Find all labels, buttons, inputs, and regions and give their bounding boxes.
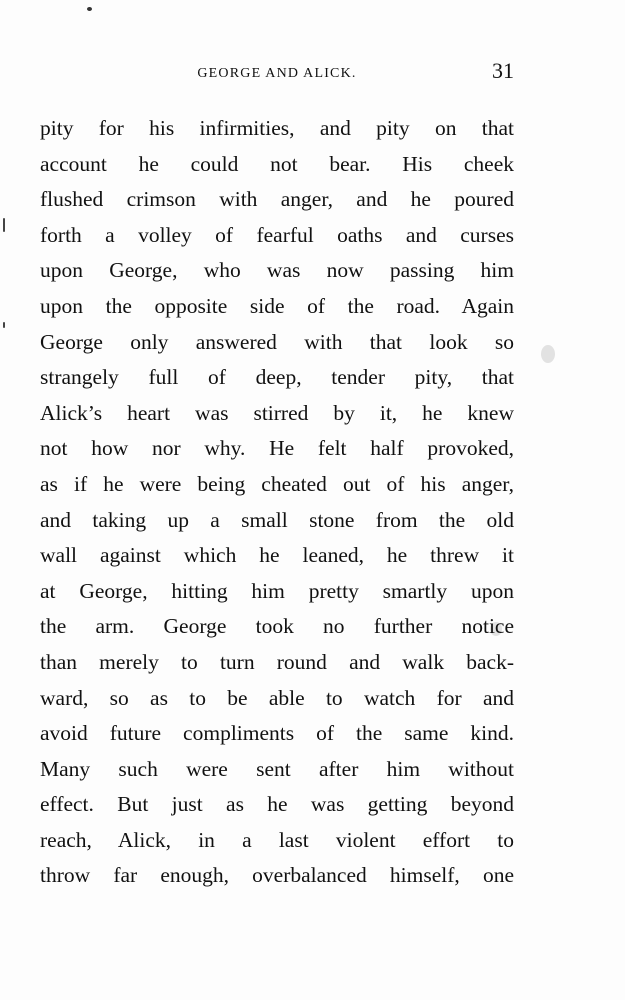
text-line: throw far enough, overbalanced himself, one — [40, 863, 514, 888]
text-line: wall against which he leaned, he threw it — [40, 543, 514, 568]
text-line: ward, so as to be able to watch for and — [40, 685, 514, 710]
body-text — [40, 111, 514, 894]
running-title: GEORGE AND ALICK. — [197, 66, 357, 81]
margin-mark — [3, 322, 5, 328]
text-line: reach, Alick, in a last violent effort to — [40, 827, 514, 852]
text-line: and taking up a small stone from the old — [40, 507, 514, 532]
text-line: Alick’s heart was stirred by it, he knew — [40, 400, 514, 425]
text-line: Many such were sent after him without — [40, 756, 514, 781]
text-line: forth a volley of fearful oaths and curses — [40, 222, 514, 247]
running-head — [40, 56, 514, 92]
paper-smudge — [541, 345, 555, 363]
ink-speck — [87, 7, 92, 11]
text-line: account he could not bear. His cheek — [40, 151, 514, 176]
text-line: upon the opposite side of the road. Again — [40, 293, 514, 318]
text-line: not how nor why. He felt half provoked, — [40, 436, 514, 461]
text-line: effect. But just as he was getting beyond — [40, 792, 514, 817]
text-line: as if he were being cheated out of his anger, — [40, 471, 514, 496]
text-line: flushed crimson with anger, and he poured — [40, 187, 514, 212]
text-line: George only answered with that look so — [40, 329, 514, 354]
text-line: than merely to turn round and walk back- — [40, 649, 514, 674]
text-line: avoid future compliments of the same kind. — [40, 721, 514, 746]
text-line: upon George, who was now passing him — [40, 258, 514, 283]
text-line: strangely full of deep, tender pity, that — [40, 365, 514, 390]
margin-mark — [3, 218, 5, 232]
text-line: at George, hitting him pretty smartly upon — [40, 578, 514, 603]
text-line: the arm. George took no further notice — [40, 614, 514, 639]
text-line: pity for his infirmities, and pity on that — [40, 116, 514, 140]
page-number: 31 — [492, 58, 514, 83]
